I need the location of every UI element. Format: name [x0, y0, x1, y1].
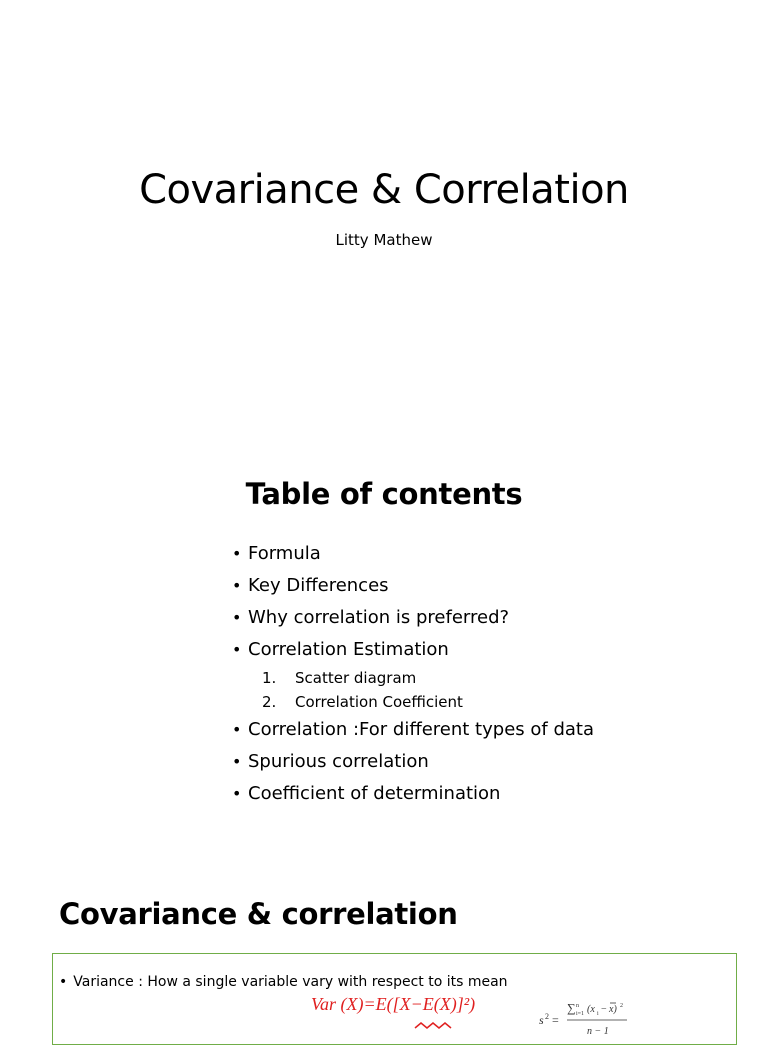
- toc-subitem-scatter: [232, 666, 594, 690]
- svg-text:−: −: [601, 1004, 607, 1015]
- svg-text:i=1: i=1: [576, 1011, 585, 1017]
- toc-item-key-differences: [232, 570, 594, 602]
- toc-item-correlation-estimation: [232, 634, 594, 666]
- bullet-icon: •: [59, 974, 68, 990]
- formula-fragment-icon: [413, 1021, 453, 1029]
- variance-definition: [59, 972, 508, 992]
- svg-text:n: n: [576, 1003, 579, 1009]
- bullet-icon: •: [232, 640, 242, 659]
- toc-item-spurious: [232, 746, 594, 778]
- subitem-label: Correlation Coefficient: [295, 693, 463, 711]
- subitem-number: 1.: [262, 669, 277, 687]
- toc-title: Table of contents: [245, 477, 523, 511]
- sample-variance-formula-icon: [539, 998, 669, 1044]
- bullet-icon: •: [232, 784, 242, 803]
- toc-item-label: Key Differences: [248, 575, 389, 596]
- toc-item-label: Spurious correlation: [248, 751, 429, 772]
- svg-text:=: =: [552, 1013, 559, 1027]
- bullet-icon: •: [232, 576, 242, 595]
- author-name: Litty Mathew: [335, 231, 433, 249]
- toc-sublist: [232, 666, 594, 714]
- toc-item-determination: [232, 778, 594, 810]
- toc-subitem-coefficient: [232, 690, 594, 714]
- bullet-icon: •: [232, 752, 242, 771]
- svg-text:x): x): [609, 1004, 617, 1015]
- subitem-label: Scatter diagram: [295, 669, 417, 687]
- toc-item-label: Why correlation is preferred?: [248, 607, 510, 628]
- toc-item-different-data: [232, 714, 594, 746]
- toc-slide: [0, 432, 768, 864]
- content-box: [52, 953, 737, 1045]
- content-slide: [0, 864, 768, 1037]
- toc-item-formula: [232, 538, 594, 570]
- toc-list: [232, 538, 594, 810]
- svg-text:2: 2: [620, 1003, 623, 1009]
- bullet-icon: •: [232, 608, 242, 627]
- toc-item-why-correlation: [232, 602, 594, 634]
- toc-item-label: Correlation Estimation: [248, 639, 449, 660]
- variance-formula: Var (X)=E([X−E(X)]²): [311, 994, 476, 1014]
- presentation-title: Covariance & Correlation: [139, 167, 629, 213]
- bullet-icon: •: [232, 720, 242, 739]
- svg-text:i: i: [597, 1011, 599, 1017]
- svg-text:s: s: [539, 1013, 544, 1027]
- toc-item-label: Correlation :For different types of data: [248, 719, 594, 740]
- toc-sublist-container: [232, 666, 594, 714]
- svg-text:∑: ∑: [567, 1001, 576, 1015]
- variance-text: Variance : How a single variable vary with respect to its mean: [73, 974, 508, 990]
- svg-text:n − 1: n − 1: [587, 1026, 609, 1037]
- section-title: Covariance & correlation: [59, 897, 458, 931]
- toc-item-label: Coefficient of determination: [248, 783, 501, 804]
- svg-text:2: 2: [545, 1012, 549, 1021]
- subitem-number: 2.: [262, 693, 277, 711]
- title-slide: [0, 0, 768, 432]
- svg-text:(x: (x: [587, 1004, 595, 1015]
- formula-fragment: [413, 1018, 453, 1034]
- toc-item-label: Formula: [248, 543, 321, 564]
- bullet-icon: •: [232, 544, 242, 563]
